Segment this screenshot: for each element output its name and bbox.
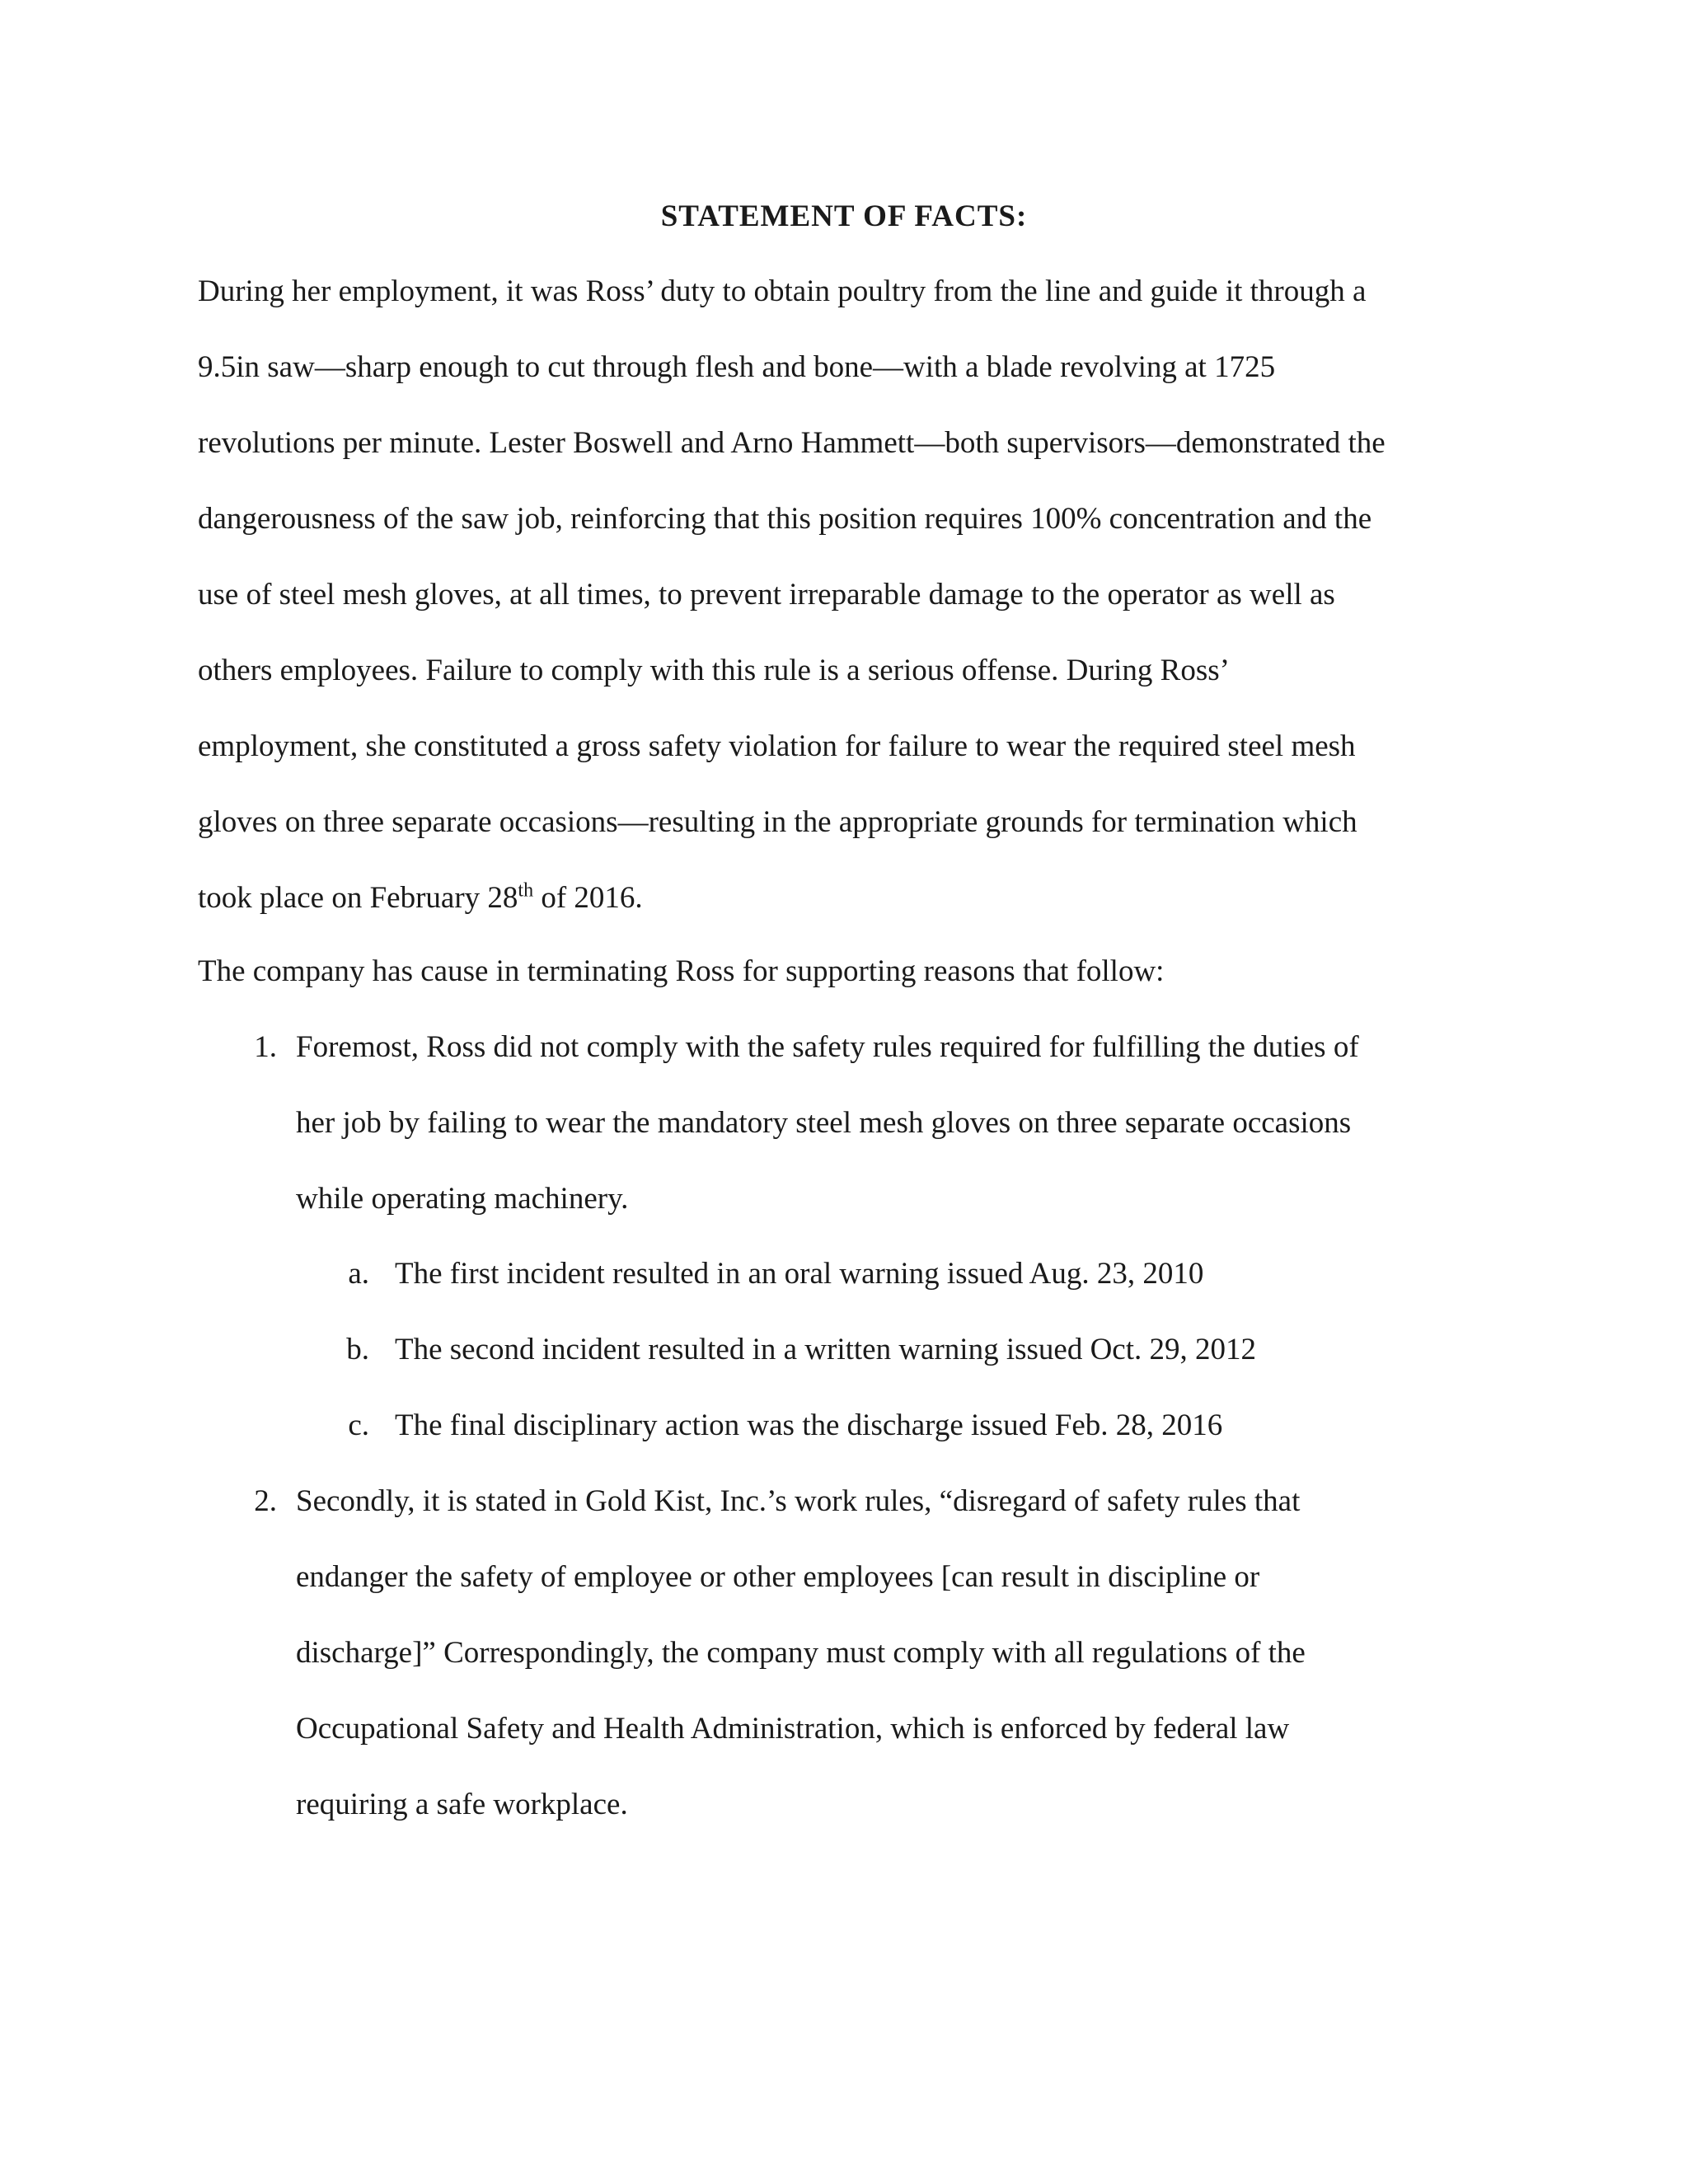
paragraph-line: gloves on three separate occasions—resulting in the appropriate grounds for termination which — [198, 805, 1357, 839]
ordinal-suffix: th — [518, 879, 534, 902]
paragraph-line: employment, she constituted a gross safety violation for failure to wear the required steel mesh — [198, 729, 1356, 763]
paragraph-line: others employees. Failure to comply with this rule is a serious offense. During Ross’ — [198, 654, 1230, 687]
date-text: took place on February 28 — [198, 881, 518, 915]
paragraph-line: During her employment, it was Ross’ duty to obtain poultry from the line and guide it through a — [198, 274, 1367, 308]
date-year-text: of 2016. — [533, 881, 643, 915]
list-item-line: endanger the safety of employee or other employees [can result in discipline or — [296, 1560, 1260, 1594]
list-item-line: while operating machinery. — [296, 1182, 629, 1216]
paragraph-last-line — [198, 860, 1484, 936]
list-item-line: requiring a safe workplace. — [296, 1788, 628, 1821]
sublist-text: The first incident resulted in an oral warning issued Aug. 23, 2010 — [395, 1257, 1204, 1291]
list-number: 1. — [254, 1030, 277, 1064]
list-item-line: discharge]” Correspondingly, the company must comply with all regulations of the — [296, 1636, 1306, 1670]
paragraph-facts — [198, 254, 1484, 936]
sublist-text: The final disciplinary action was the discharge issued Feb. 28, 2016 — [395, 1408, 1223, 1442]
list-item-line: her job by failing to wear the mandatory steel mesh gloves on three separate occasions — [296, 1106, 1352, 1140]
list-item-line: Occupational Safety and Health Administration, which is enforced by federal law — [296, 1712, 1290, 1746]
list-item-text — [296, 1010, 1484, 1237]
page-title: STATEMENT OF FACTS: — [660, 199, 1028, 233]
sublist-text: The second incident resulted in a written warning issued Oct. 29, 2012 — [395, 1333, 1256, 1366]
sublist-item — [198, 1388, 1484, 1464]
paragraph-line: use of steel mesh gloves, at all times, to prevent irreparable damage to the operator as well as — [198, 578, 1335, 612]
paragraph-line: 9.5in saw—sharp enough to cut through flesh and bone—with a blade revolving at 1725 — [198, 350, 1276, 384]
paragraph-reasons-intro — [198, 934, 1484, 1010]
list-number: 2. — [254, 1484, 277, 1518]
sublist-letter: c. — [348, 1408, 369, 1442]
paragraph-line: The company has cause in terminating Ross for supporting reasons that follow: — [198, 954, 1165, 988]
paragraph-line: revolutions per minute. Lester Boswell and Arno Hammett—both supervisors—demonstrated the — [198, 426, 1386, 460]
list-item-line: Foremost, Ross did not comply with the safety rules required for fulfilling the duties of — [296, 1030, 1359, 1064]
list-item-line: Secondly, it is stated in Gold Kist, Inc.’s work rules, “disregard of safety rules that — [296, 1484, 1301, 1518]
sublist-item — [198, 1236, 1484, 1312]
list-item-text — [296, 1464, 1484, 1843]
sublist-letter: b. — [346, 1333, 369, 1366]
list-item-1 — [198, 1010, 1484, 1237]
sublist-letter: a. — [348, 1257, 369, 1291]
sublist-incidents — [198, 1236, 1484, 1464]
paragraph-line: dangerousness of the saw job, reinforcing that this position requires 100% concentration and the — [198, 502, 1372, 536]
list-item-2 — [198, 1464, 1484, 1843]
sublist-item — [198, 1312, 1484, 1388]
